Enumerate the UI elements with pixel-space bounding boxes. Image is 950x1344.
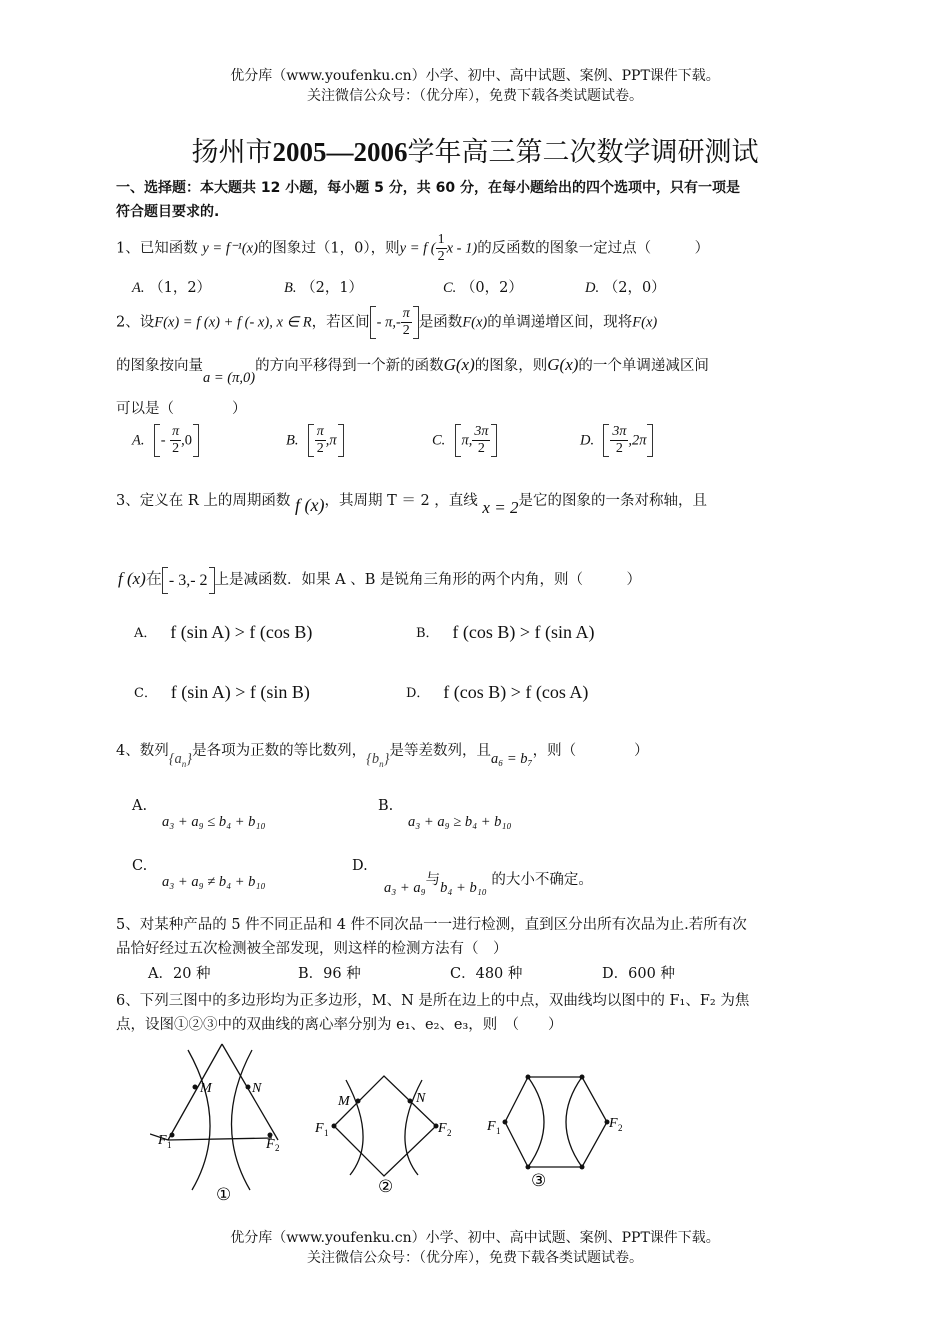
q3-option-b: B． f (cos B) > f (sin A) xyxy=(416,622,595,642)
figure-1-f1-label: F xyxy=(158,1133,167,1148)
figure-1-f1-point xyxy=(170,1133,175,1138)
figure-3-f2-label: F xyxy=(609,1116,618,1131)
q3-option-d: D． f (cos B) > f (cos A) xyxy=(406,682,589,702)
figure-2-f2-sub: 2 xyxy=(447,1128,452,1138)
q5-option-a: A．20 种 xyxy=(148,966,211,982)
q1-pre: 1、已知函数 xyxy=(116,240,198,257)
figure-3-f1-point xyxy=(503,1120,508,1125)
watermark-footer-line2: 关注微信公众号：（优分库），免费下载各类试题试卷。 xyxy=(307,1250,643,1266)
q1-post: 的反函数的图象一定过点（ ） xyxy=(477,240,710,257)
q2-option-c: C. π, $\frac{3\pi}{2}$ xyxy=(432,424,497,457)
figure-2-caption: ② xyxy=(378,1177,394,1196)
figure-2-m-point xyxy=(356,1099,361,1104)
figure-1-f2-sub: 2 xyxy=(275,1143,280,1153)
question-2-line1: 2、设F(x) = f (x) + f (- x), x ∈ R，若区间 - π,- $\frac{\pi}{2}$ 是函数F(x)的单调递增区间，现将F(x) xyxy=(116,306,658,338)
figure-2-f1-sub: 1 xyxy=(324,1128,329,1138)
hyperbola-figures xyxy=(150,1040,640,1205)
figure-3-bottom-right-point xyxy=(580,1165,585,1170)
q3-option-c: C． f (sin A) > f (sin B) xyxy=(134,682,310,702)
q2-function-def: F(x) = f (x) + f (- x), x ∈ R xyxy=(154,314,312,331)
question-5-line2: 品恰好经过五次检测被全部发现，则这样的检测方法有（ ） xyxy=(116,941,508,957)
q2-option-b: B. $\frac{\pi}{2}$ ,π xyxy=(286,424,344,457)
question-4: 4、数列$\{a_n\}$是各项为正数的等比数列，$\{b_n\}$是等差数列，且a₆ = b₇，则（ ） xyxy=(116,743,649,769)
question-1 xyxy=(116,232,836,265)
q1-inverse-function: y = f⁻¹(x) xyxy=(202,240,258,257)
q1-fraction: $\frac{1}{2}$ xyxy=(437,232,445,264)
watermark-header-line2: 关注微信公众号：（优分库），免费下载各类试题试卷。 xyxy=(307,88,643,104)
title-years: 2005—2006 xyxy=(272,137,408,167)
q5-option-b: B．96 种 xyxy=(298,966,361,982)
q2-interval: - π,- $\frac{\pi}{2}$ xyxy=(370,306,419,339)
q5-option-c: C．480 种 xyxy=(450,966,523,982)
figure-1-caption: ① xyxy=(216,1185,232,1204)
figure-1-n-label: N xyxy=(252,1081,262,1096)
title-prefix: 扬州市 xyxy=(191,137,273,168)
q4-option-d: D. xyxy=(352,858,368,874)
figure-3-bottom-left-point xyxy=(526,1165,531,1170)
q1-function-part-b: x - 1) xyxy=(446,240,478,257)
figure-3-caption: ③ xyxy=(531,1171,547,1190)
question-6-line1: 6、下列三图中的多边形均为正多边形，M、N 是所在边上的中点，双曲线均以图中的 F₁、F₂ 为焦 xyxy=(116,993,750,1009)
q1-option-a: A. （1，2） xyxy=(132,280,212,296)
watermark-header-line1: 优分库（www.youfenku.cn）小学、初中、高中试题、案例、PPT课件下载。 xyxy=(230,68,720,84)
figure-2-f2-label: F xyxy=(438,1121,447,1136)
title-suffix: 学年高三第二次数学调研测试 xyxy=(407,137,759,168)
figure-3-top-left-point xyxy=(526,1075,531,1080)
figure-1-m-point xyxy=(193,1085,198,1090)
q1-option-c: C. （0，2） xyxy=(443,280,523,296)
figure-2-n-label: N xyxy=(416,1091,426,1106)
q2-vector: a = (π,0) xyxy=(203,370,256,386)
figure-1-f1-sub: 1 xyxy=(167,1140,172,1150)
figure-1-n-point xyxy=(246,1085,251,1090)
section-instruction-line1: 一、选择题：本大题共 12 小题，每小题 5 分，共 60 分，在每小题给出的四个选项中，只有一项是 xyxy=(116,180,740,196)
figure-2-f1-label: F xyxy=(315,1121,324,1136)
question-5-line1: 5、对某种产品的 5 件不同正品和 4 件不同次品一一进行检测，直到区分出所有次品为止.若所有次 xyxy=(116,917,747,933)
figure-2-n-point xyxy=(408,1099,413,1104)
figure-3-hexagon xyxy=(505,1077,607,1167)
q1-mid: 的图象过（1，0），则 xyxy=(257,240,400,257)
q4-option-b: B. a₃ + a₉ ≥ b₄ + b₁₀ xyxy=(378,798,512,830)
q3-option-a: A． f (sin A) > f (cos B) xyxy=(134,622,313,642)
question-2-line2: 的图象按向量a = (π,0)的方向平移得到一个新的函数G(x)的图象，则G(x)的一个单调递减区间 xyxy=(116,355,709,386)
figure-2-f1-point xyxy=(332,1124,337,1129)
q1-option-b: B. （2，1） xyxy=(284,280,364,296)
q5-option-d: D．600 种 xyxy=(602,966,675,982)
figure-1-m-label: M xyxy=(200,1081,212,1096)
watermark-footer-line1: 优分库（www.youfenku.cn）小学、初中、高中试题、案例、PPT课件下载。 xyxy=(230,1230,720,1246)
figure-3-f1-sub: 1 xyxy=(496,1126,501,1136)
question-3-line2: f (x)在 - 3,- 2 上是减函数．如果 A 、B 是锐角三角形的两个内角，则（ ） xyxy=(118,566,838,594)
figure-3-top-right-point xyxy=(580,1075,585,1080)
question-3-line1: 3、定义在 R 上的周期函数 f (x)，其周期 T ＝ 2 ，直线 x = 2是它的图象的一条对称轴，且 xyxy=(116,493,707,517)
q2-option-d: D. $\frac{3\pi}{2}$ ,2π xyxy=(580,424,653,457)
figure-3-f1-label: F xyxy=(487,1119,496,1134)
figure-1-triangle xyxy=(150,1044,278,1190)
q2-option-a: A. - $\frac{\pi}{2}$ ,0 xyxy=(132,424,199,457)
q4-option-a: A. a₃ + a₉ ≤ b₄ + b₁₀ xyxy=(132,798,266,830)
q1-function-part-a: y = f ( xyxy=(399,240,436,257)
figure-3-f2-sub: 2 xyxy=(618,1123,623,1133)
section-instruction-line2: 符合题目要求的. xyxy=(116,204,220,220)
q4-option-d-expr: a₃ + a₉与b₄ + b₁₀ 的大小不确定。 xyxy=(384,872,593,896)
q4-option-c: C. a₃ + a₉ ≠ b₄ + b₁₀ xyxy=(132,858,266,890)
question-6-line2: 点，设图①②③中的双曲线的离心率分别为 e₁、e₂、e₃，则 （ ） xyxy=(116,1017,563,1033)
figure-1-f2-label: F xyxy=(266,1137,275,1152)
page-title xyxy=(0,130,950,169)
q1-option-d: D. （2，0） xyxy=(585,280,666,296)
question-2-line3: 可以是（ ） xyxy=(116,401,247,417)
figure-2-m-label: M xyxy=(338,1094,350,1109)
